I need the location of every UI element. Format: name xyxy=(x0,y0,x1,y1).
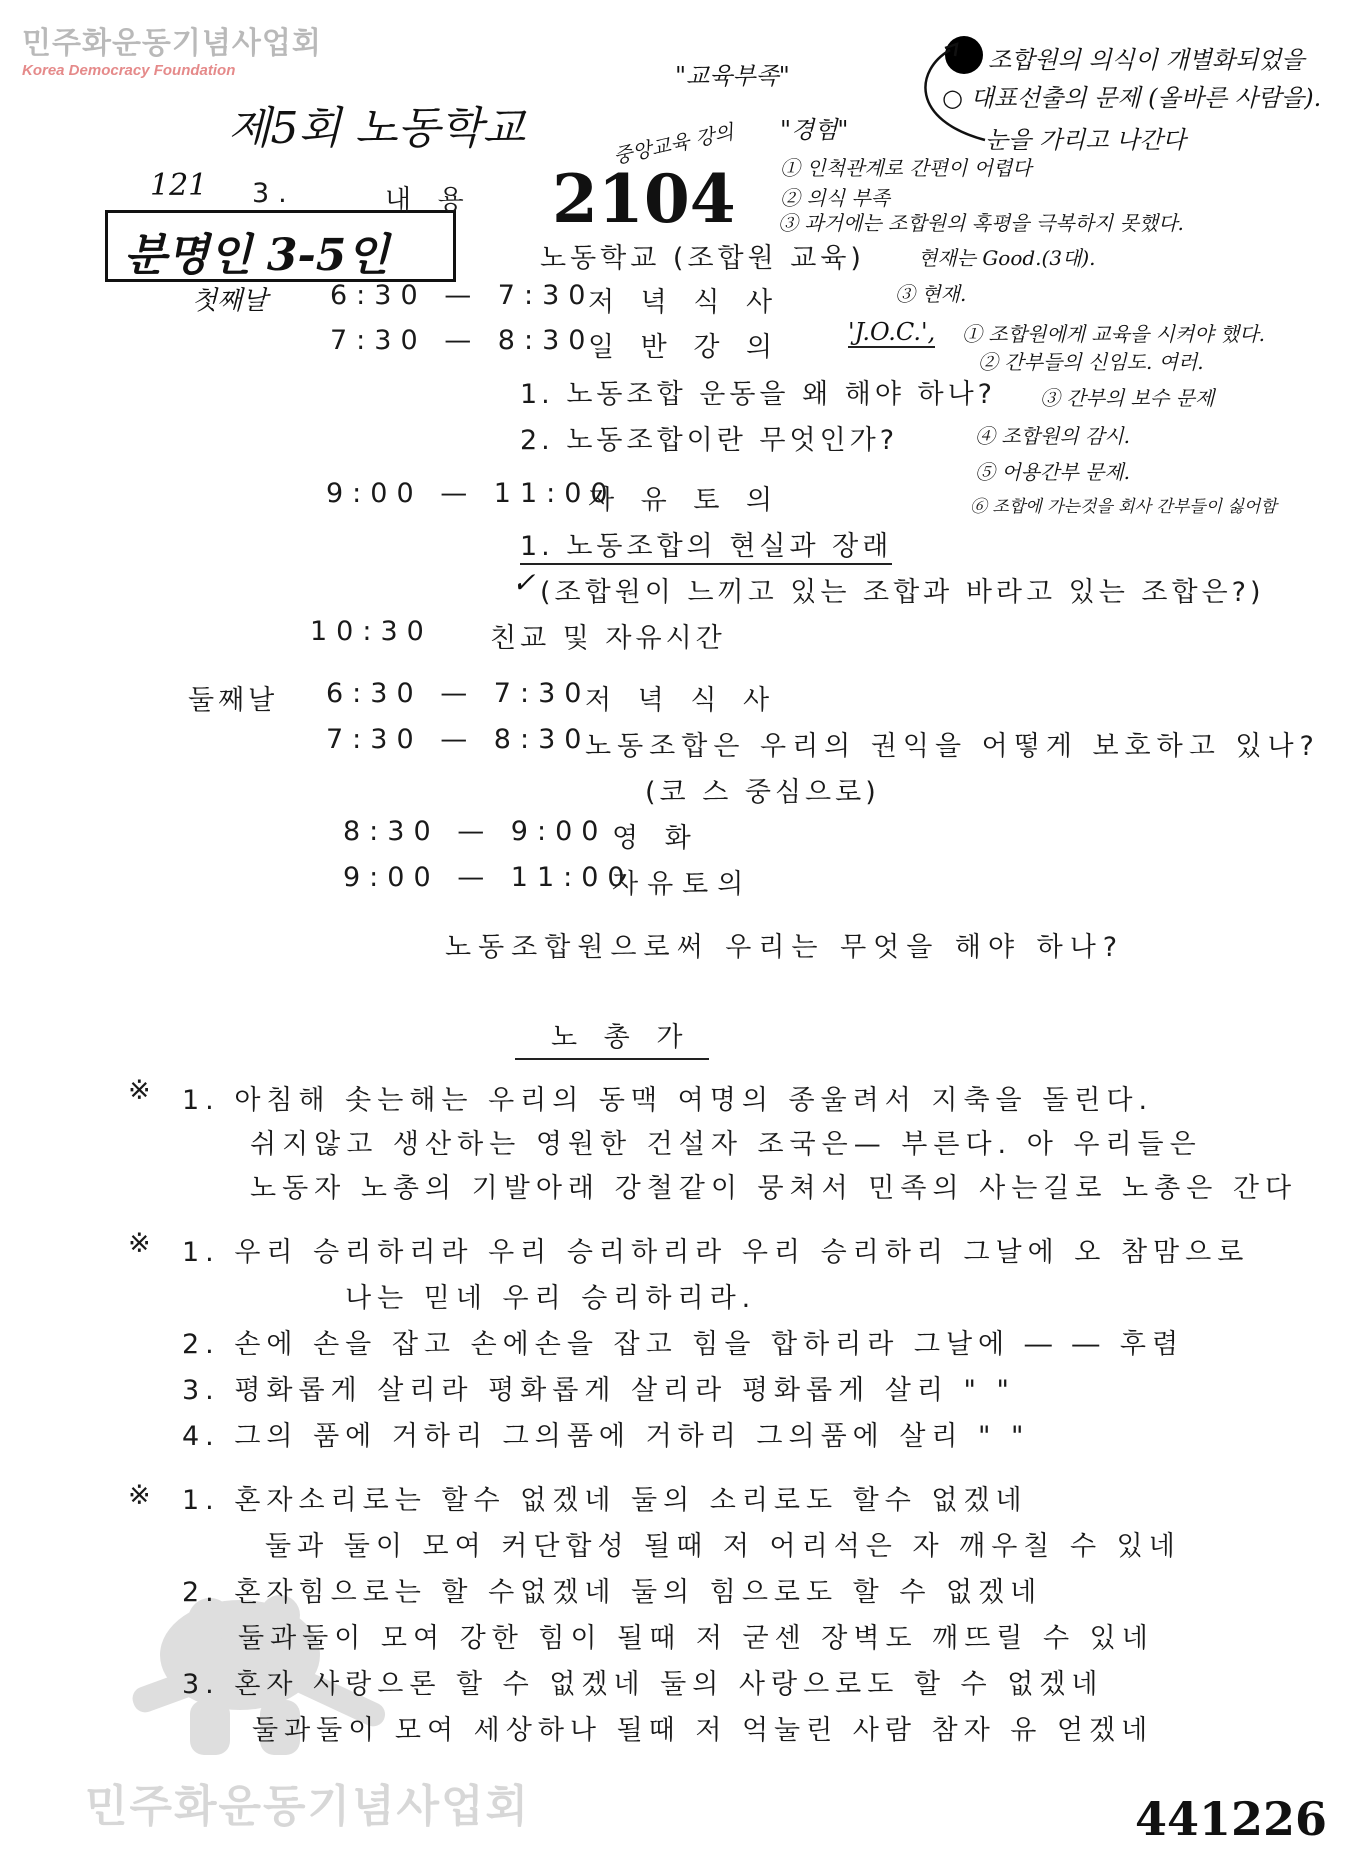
handwritten-joc-note-3: ③ 간부의 보수 문제 xyxy=(1040,386,1215,410)
song3-line-2: 둘과 둘이 모여 커단합성 될때 저 어리석은 자 깨우칠 수 있네 xyxy=(265,1531,1181,1562)
day1-row-2-text: 일 반 강 의 xyxy=(588,332,782,363)
handwritten-joc-label: 'J.O.C.', xyxy=(848,318,936,346)
song-title: 노 총 가 xyxy=(515,1015,709,1060)
song2-line-1: 1. 우리 승리하리라 우리 승리하리라 우리 승리하리 그날에 오 참맘으로 xyxy=(182,1237,1250,1268)
song1-line-2: 쉬지않고 생산하는 영원한 건설자 조국은— 부른다. 아 우리들은 xyxy=(250,1129,1202,1160)
song-mark-1: ※ xyxy=(128,1075,160,1106)
song-mark-2: ※ xyxy=(128,1228,160,1259)
day2-row-2-text: 노동조합은 우리의 권익을 어떻게 보호하고 있나? xyxy=(585,731,1320,762)
handwritten-code: 2104 xyxy=(552,160,736,238)
day1-free-text: 자 유 토 의 xyxy=(588,485,782,516)
day1-topic-2: 2. 노동조합이란 무엇인가? xyxy=(520,425,899,456)
day1-row-2-time: 7:30 — 8:30 xyxy=(330,325,595,356)
song3-line-4: 둘과둘이 모여 강한 힘이 될때 저 굳센 장벽도 깨뜨릴 수 있네 xyxy=(238,1623,1154,1654)
day2-row-4-text: 자유토의 xyxy=(612,869,753,900)
day2-label: 둘째날 xyxy=(188,685,279,716)
song2-line-5: 4. 그의 품에 거하리 그의품에 거하리 그의품에 살리 " " xyxy=(182,1421,1030,1452)
day1-label: 첫째날 xyxy=(192,286,268,316)
song2-line-2: 나는 믿네 우리 승리하리라. xyxy=(345,1283,757,1314)
handwritten-right-note-3: 눈을 가리고 나간다 xyxy=(985,126,1186,154)
day2-question: 노동조합원으로써 우리는 무엇을 해야 하나? xyxy=(445,932,1125,963)
song2-line-3: 2. 손에 손을 잡고 손에손을 잡고 힘을 합하리라 그날에 ― ― 후렴 xyxy=(182,1329,1185,1360)
day2-row-4-time: 9:00 — 11:00 xyxy=(343,862,634,893)
handwritten-check-mark-icon: ✓ xyxy=(512,566,536,599)
handwritten-joc-note-5: ⑤ 어용간부 문제. xyxy=(975,460,1130,484)
handwritten-box xyxy=(105,210,456,282)
song3-line-3: 2. 혼자힘으로는 할 수없겠네 둘의 힘으로도 할 수 없겠네 xyxy=(182,1577,1043,1608)
handwritten-note-gyoyuk: "교육부족" xyxy=(675,62,790,90)
song-mark-3: ※ xyxy=(128,1480,160,1511)
handwritten-joc-note-6: ⑥ 조합에 가는것을 회사 간부들이 싫어함 xyxy=(970,497,1277,517)
day2-row-2-time: 7:30 — 8:30 xyxy=(326,724,591,755)
handwritten-center-note-3: ③ 과거에는 조합원의 혹평을 극복하지 못했다. xyxy=(778,211,1184,235)
handwritten-center-note-2: ② 의식 부족 xyxy=(780,186,890,210)
schedule-subtitle: 노동학교 (조합원 교육) xyxy=(540,243,865,274)
handwritten-note-hyeonjae: ③ 현재. xyxy=(895,282,967,306)
handwritten-title: 제5회 노동학교 xyxy=(228,103,526,154)
day2-row-1-text: 저 녁 식 사 xyxy=(585,685,779,716)
day1-free-time: 9:00 — 11:00 xyxy=(326,478,617,509)
day2-row-1-time: 6:30 — 7:30 xyxy=(326,678,591,709)
handwritten-right-note-2: ○ 대표선출의 문제 (올바른 사람을). xyxy=(942,84,1322,112)
handwritten-center-note-1: ① 인척관계로 간편이 어렵다 xyxy=(780,156,1032,180)
song1-line-3: 노동자 노총의 기발아래 강철같이 뭉쳐서 민족의 사는길로 노총은 간다 xyxy=(250,1173,1298,1204)
section-label: 3. xyxy=(252,178,296,209)
song1-line-1: 1. 아침해 솟는해는 우리의 동맥 여명의 종울려서 지축을 돌린다. xyxy=(182,1085,1154,1116)
watermark-org-english: Korea Democracy Foundation xyxy=(22,62,236,79)
day2-course: (코 스 중심으로) xyxy=(645,777,880,808)
day1-row-1-time: 6:30 — 7:30 xyxy=(330,280,595,311)
handwritten-joc-note-1: ① 조합원에게 교육을 시켜야 했다. xyxy=(962,322,1265,346)
day1-free-sub: (조합원이 느끼고 있는 조합과 바라고 있는 조합은?) xyxy=(540,577,1265,608)
handwritten-center-note-4: 현재는 Good.(3대). xyxy=(918,246,1096,270)
day1-topic-1: 1. 노동조합 운동을 왜 해야 하나? xyxy=(520,379,996,410)
handwritten-note-center-top: 중앙교육 강의 xyxy=(611,119,736,169)
section-title: 내 용 xyxy=(385,185,473,216)
handwritten-right-note-1: 조합원의 의식이 개별화되었을 xyxy=(988,46,1305,74)
day2-row-3-text: 영 화 xyxy=(612,823,700,854)
day1-free-topic: 1. 노동조합의 현실과 장래 xyxy=(520,524,892,565)
watermark-org-korean: 민주화운동기념사업회 xyxy=(22,26,322,61)
song3-line-6: 둘과둘이 모여 세상하나 될때 저 억눌린 사람 참자 유 얻겠네 xyxy=(252,1715,1154,1746)
handwritten-note-gyeongheom: "경험" xyxy=(780,116,849,144)
day1-row-1-text: 저 녁 식 사 xyxy=(588,287,782,318)
handwritten-joc-note-2: ② 간부들의 신임도. 여러. xyxy=(978,350,1204,374)
day2-row-3-time: 8:30 — 9:00 xyxy=(343,816,608,847)
handwritten-box-text: 분명인 3-5인 xyxy=(124,230,389,281)
song3-line-1: 1. 혼자소리로는 할수 없겠네 둘의 소리로도 할수 없겠네 xyxy=(182,1485,1028,1516)
handwritten-joc-note-4: ④ 조합원의 감시. xyxy=(975,424,1130,448)
watermark-bottom-korean: 민주화운동기념사업회 xyxy=(85,1781,531,1832)
day1-end-time: 10:30 xyxy=(310,616,433,647)
song3-line-5: 3. 혼자 사랑으론 할 수 없겠네 둘의 사랑으로도 할 수 없겠네 xyxy=(182,1669,1104,1700)
handwritten-number-left: 121 xyxy=(150,168,208,203)
handwritten-bottom-number: 441226 xyxy=(1135,1792,1328,1846)
song2-line-4: 3. 평화롭게 살리라 평화롭게 살리라 평화롭게 살리 " " xyxy=(182,1375,1015,1406)
day1-end-text: 친교 및 자유시간 xyxy=(490,623,726,654)
